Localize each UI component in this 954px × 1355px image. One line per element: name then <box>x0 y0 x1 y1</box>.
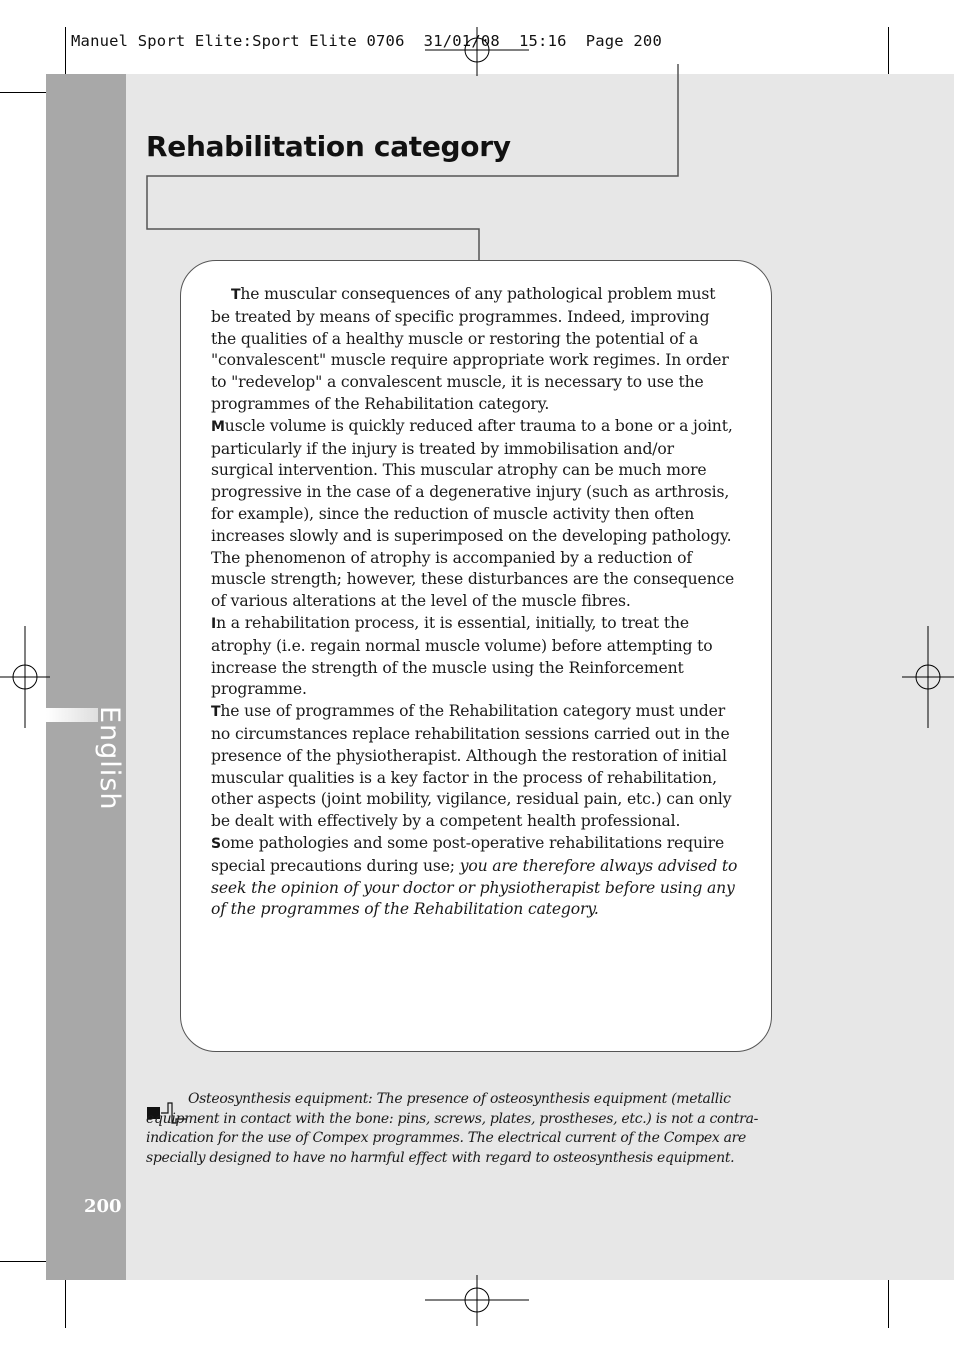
paragraph-text: he use of programmes of the Rehabilitation category must under no circumstances replace rehabilitation sessions carried out in the presence of the physiotherapist. Although the restoration of initial muscular qualities is a key factor in the process of rehabilitation, other aspects (joint mobility, vigilance, residual pain, etc.) can only be dealt with effectively by a competent health professional. <box>211 702 732 831</box>
paragraph-initial: I <box>211 615 217 632</box>
paragraph <box>211 833 739 921</box>
paragraph <box>211 701 739 833</box>
osteosynthesis-note: Osteosynthesis equipment: The presence of osteosynthesis equipment (metallic equipment in contact with the bone: pins, screws, plates, prostheses, etc.) is not a contra-indication for the use of Compex programmes. The electrical current of the Compex are specially designed to have no harmful effect with regard to osteosynthesis equipment. <box>146 1091 759 1166</box>
paragraph <box>211 284 739 416</box>
paragraph <box>211 416 739 613</box>
page-number: 200 <box>84 1196 122 1217</box>
page-title: Rehabilitation category <box>146 130 511 163</box>
body-text <box>211 284 739 921</box>
paragraph <box>211 613 739 701</box>
paragraph-text: uscle volume is quickly reduced after trauma to a bone or a joint, particularly if the injury is treated by immobilisation and/or surgical intervention. This muscular atrophy can be much more progressive in the case of a degenerative injury (such as arthrosis, for example), since the reduction of muscle activity then often increases slowly and is superimposed on the developing pathology. The phenomenon of atrophy is accompanied by a reduction of muscle strength; however, these disturbances are the consequence of various alterations at the level of the muscle fibres. <box>211 416 735 611</box>
paragraph-initial: M <box>211 418 225 435</box>
print-slug: Manuel Sport Elite:Sport Elite 0706 31/01/08 15:16 Page 200 <box>71 32 662 50</box>
language-label: English <box>94 706 125 811</box>
paragraph-initial: T <box>211 704 221 721</box>
title-connector-lines <box>0 0 954 300</box>
paragraph-initial: T <box>231 287 241 303</box>
paragraph-text: he muscular consequences of any pathological problem must be treated by means of specific programmes. Indeed, improving the qualities of a healthy muscle or restoring the potential of a "convalescent" muscle require appropriate work regimes. In order to "redevelop" a convalescent muscle, it is necessary to use the programmes of the Rehabilitation category. <box>211 285 729 413</box>
paragraph-initial: S <box>211 835 221 852</box>
paragraph-text: n a rehabilitation process, it is essential, initially, to treat the atrophy (i.e. regain normal muscle volume) before attempting to increase the strength of the muscle using the Reinforcement programme. <box>211 613 713 699</box>
paragraph-italic-text: you are therefore always advised to seek the opinion of your doctor or physiotherapist before using any of the programmes of the Rehabilitation category. <box>211 856 738 919</box>
paragraph-text: ome pathologies and some post-operative rehabilitations require special precautions during use; <box>211 833 725 875</box>
